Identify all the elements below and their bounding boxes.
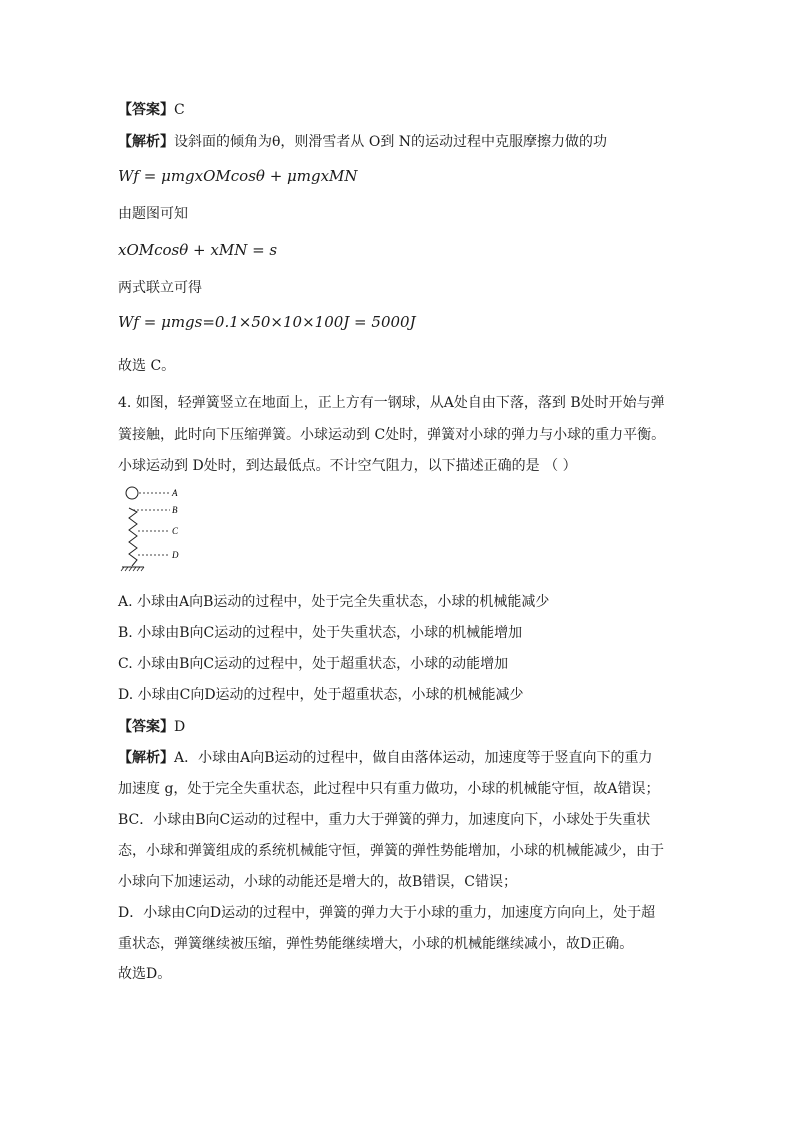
answer-value-2: D: [174, 719, 186, 735]
label-c: C: [172, 526, 179, 536]
analysis-2-text-7: 重状态，弹簧继续被压缩，弹性势能继续增大，小球的机械能继续减小，故D正确。: [118, 936, 634, 952]
analysis-2-text-2: 加速度 g，处于完全失重状态，此过程中只有重力做功，小球的机械能守恒，故A错误；: [118, 781, 660, 797]
question-text-1: 4. 如图，轻弹簧竖立在地面上，正上方有一钢球，从A处自由下落，落到 B处时开始与弹: [118, 395, 665, 411]
analysis-line-2: [118, 204, 188, 224]
analysis-text-3: 两式联立可得: [118, 280, 202, 296]
label-d: D: [172, 550, 179, 560]
label-b: B: [172, 505, 178, 515]
spring-diagram: [118, 480, 208, 572]
analysis-2-text-8: 故选D。: [118, 966, 172, 982]
option-b-text: B. 小球由B向C运动的过程中，处于失重状态，小球的机械能增加: [118, 625, 523, 641]
analysis-line-1: [118, 132, 607, 152]
option-b: [118, 623, 522, 643]
analysis-label-2: 【解析】: [118, 750, 174, 766]
option-a: [118, 592, 549, 612]
conclusion-text: 故选 C。: [118, 358, 176, 374]
spring-icon: [129, 508, 137, 566]
answer-label: 【答案】: [118, 102, 174, 118]
option-a-text: A. 小球由A向B运动的过程中，处于完全失重状态，小球的机械能减少: [118, 594, 550, 610]
label-a: A: [172, 488, 178, 498]
question-4-line-1: [118, 393, 665, 413]
analysis-2-line-4: [118, 841, 664, 861]
spring-ball-figure: [118, 480, 208, 572]
analysis-text: 设斜面的倾角为θ，则滑雪者从 O到 N的运动过程中克服摩擦力做的功: [174, 134, 608, 150]
option-c: [118, 654, 508, 674]
question-text-3: 小球运动到 D处时，到达最低点。不计空气阻力，以下描述正确的是 （ ）: [118, 458, 577, 474]
question-4-line-2: [118, 425, 665, 445]
analysis-label: 【解析】: [118, 134, 174, 150]
ground-hatch: [121, 567, 144, 571]
formula-result: [118, 312, 416, 332]
option-d-text: D. 小球由C向D运动的过程中，处于超重状态，小球的机械能减少: [118, 687, 524, 703]
analysis-2-line-5: [118, 872, 517, 892]
option-d: [118, 685, 524, 705]
formula-distance: [118, 240, 277, 260]
ball-icon: [126, 487, 138, 499]
answer-value: C: [174, 102, 185, 118]
analysis-2-line-1: [118, 748, 653, 768]
analysis-2-text-4: 态，小球和弹簧组成的系统机械能守恒，弹簧的弹性势能增加，小球的机械能减少，由于: [118, 843, 664, 859]
analysis-2-line-3: [118, 810, 650, 830]
analysis-conclusion: [118, 356, 175, 376]
option-c-text: C. 小球由B向C运动的过程中，处于超重状态，小球的动能增加: [118, 656, 509, 672]
question-text-2: 簧接触，此时向下压缩弹簧。小球运动到 C处时，弹簧对小球的弹力与小球的重力平衡。: [118, 427, 666, 443]
analysis-2-line-2: [118, 779, 660, 799]
analysis-2-line-7: [118, 934, 633, 954]
analysis-2-line-6: [118, 903, 655, 923]
formula-distance-text: xOMcosθ + xMN = s: [118, 241, 278, 259]
analysis-2-text-1: A．小球由A向B运动的过程中，做自由落体运动，加速度等于竖直向下的重力: [174, 750, 653, 766]
formula-work-text: Wf = μmgxOMcosθ + μmgxMN: [118, 167, 358, 185]
analysis-2-text-6: D．小球由C向D运动的过程中，弹簧的弹力大于小球的重力，加速度方向向上，处于超: [118, 905, 656, 921]
answer-line-2: [118, 717, 185, 737]
answer-label-2: 【答案】: [118, 719, 174, 735]
analysis-line-3: [118, 278, 202, 298]
question-4-line-3: [118, 456, 577, 476]
analysis-2-text-3: BC．小球由B向C运动的过程中，重力大于弹簧的弹力，加速度向下，小球处于失重状: [118, 812, 651, 828]
formula-result-text: Wf = μmgs=0.1×50×10×100J = 5000J: [118, 313, 416, 331]
formula-work: [118, 166, 358, 186]
answer-line-1: [118, 100, 185, 120]
analysis-2-text-5: 小球向下加速运动，小球的动能还是增大的，故B错误，C错误；: [118, 874, 517, 890]
analysis-2-line-8: [118, 964, 171, 984]
analysis-text-2: 由题图可知: [118, 206, 188, 222]
